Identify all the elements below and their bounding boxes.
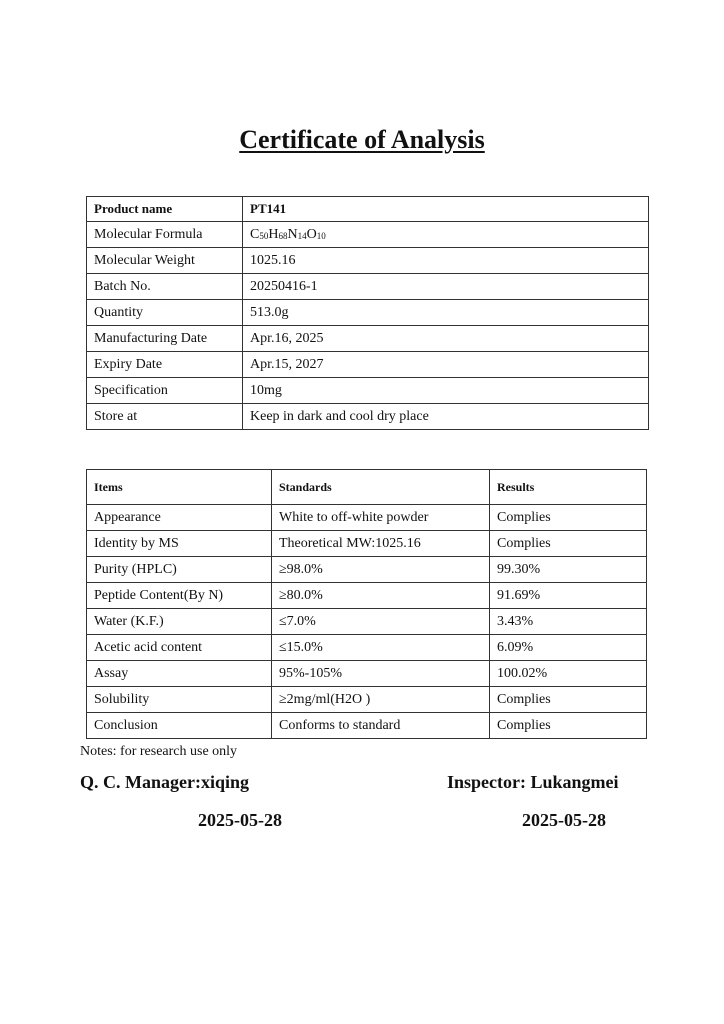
- table-header-row: [87, 470, 647, 505]
- test-standard: ≤7.0%: [272, 609, 490, 635]
- test-standard: ≥98.0%: [272, 557, 490, 583]
- formula-element: N: [287, 226, 298, 242]
- test-result: 100.02%: [490, 661, 647, 687]
- formula-element: H: [268, 226, 279, 242]
- test-result: Complies: [490, 713, 647, 739]
- test-standard: ≥2mg/ml(H2O ): [272, 687, 490, 713]
- table-row: [87, 197, 649, 222]
- test-item: Acetic acid content: [87, 635, 272, 661]
- table-row: [87, 326, 649, 352]
- table-row: [87, 274, 649, 300]
- qc-manager-signature: Q. C. Manager:xiqing: [80, 772, 249, 792]
- test-result: Complies: [490, 531, 647, 557]
- test-standard: ≥80.0%: [272, 583, 490, 609]
- table-row: [87, 687, 647, 713]
- table-row: [87, 248, 649, 274]
- test-standard: ≤15.0%: [272, 635, 490, 661]
- info-label: Molecular Weight: [87, 248, 243, 274]
- test-item: Purity (HPLC): [87, 557, 272, 583]
- formula-count: 10: [316, 230, 326, 241]
- info-value: Apr.15, 2027: [243, 352, 649, 378]
- test-standard: 95%-105%: [272, 661, 490, 687]
- info-label: Expiry Date: [87, 352, 243, 378]
- info-label: Batch No.: [87, 274, 243, 300]
- qc-manager-date: 2025-05-28: [198, 810, 282, 830]
- test-result: Complies: [490, 505, 647, 531]
- inspector-signature: Inspector: Lukangmei: [447, 772, 619, 792]
- test-item: Appearance: [87, 505, 272, 531]
- info-value: 20250416-1: [243, 274, 649, 300]
- table-row: [87, 661, 647, 687]
- product-name-value: PT141: [243, 197, 649, 222]
- info-label: Store at: [87, 404, 243, 430]
- test-item: Solubility: [87, 687, 272, 713]
- table-row: [87, 635, 647, 661]
- test-result: 99.30%: [490, 557, 647, 583]
- info-label: Quantity: [87, 300, 243, 326]
- inspector-date: 2025-05-28: [522, 810, 606, 830]
- info-value: 10mg: [243, 378, 649, 404]
- formula-element: C: [250, 226, 260, 242]
- table-row: [87, 505, 647, 531]
- product-name-label: Product name: [87, 197, 243, 222]
- table-row: [87, 300, 649, 326]
- table-row: [87, 222, 649, 248]
- test-item: Assay: [87, 661, 272, 687]
- table-row: [87, 583, 647, 609]
- test-result: 3.43%: [490, 609, 647, 635]
- test-item: Water (K.F.): [87, 609, 272, 635]
- test-standard: Conforms to standard: [272, 713, 490, 739]
- test-standard: White to off-white powder: [272, 505, 490, 531]
- test-item: Identity by MS: [87, 531, 272, 557]
- info-value: Apr.16, 2025: [243, 326, 649, 352]
- test-item: Conclusion: [87, 713, 272, 739]
- formula-element: O: [306, 226, 317, 242]
- info-value: 1025.16: [243, 248, 649, 274]
- info-value: 513.0g: [243, 300, 649, 326]
- table-row: [87, 557, 647, 583]
- table-row: [87, 609, 647, 635]
- test-result: 91.69%: [490, 583, 647, 609]
- info-value: Keep in dark and cool dry place: [243, 404, 649, 430]
- info-label: Specification: [87, 378, 243, 404]
- table-row: [87, 378, 649, 404]
- test-standard: Theoretical MW:1025.16: [272, 531, 490, 557]
- column-header-standards: Standards: [272, 470, 490, 505]
- info-label: Manufacturing Date: [87, 326, 243, 352]
- test-result: 6.09%: [490, 635, 647, 661]
- table-row: [87, 531, 647, 557]
- column-header-items: Items: [87, 470, 272, 505]
- formula-count: 50: [259, 230, 269, 241]
- document-title: Certificate of Analysis: [239, 125, 485, 154]
- formula-count: 68: [278, 230, 288, 241]
- test-results-table: [86, 469, 647, 739]
- test-item: Peptide Content(By N): [87, 583, 272, 609]
- table-row: [87, 404, 649, 430]
- formula-count: 14: [297, 230, 307, 241]
- column-header-results: Results: [490, 470, 647, 505]
- test-result: Complies: [490, 687, 647, 713]
- product-info-table: [86, 196, 649, 430]
- molecular-formula-label: Molecular Formula: [87, 222, 243, 248]
- table-row: [87, 713, 647, 739]
- notes-text: Notes: for research use only: [80, 744, 238, 759]
- molecular-formula-value: [243, 222, 649, 248]
- table-row: [87, 352, 649, 378]
